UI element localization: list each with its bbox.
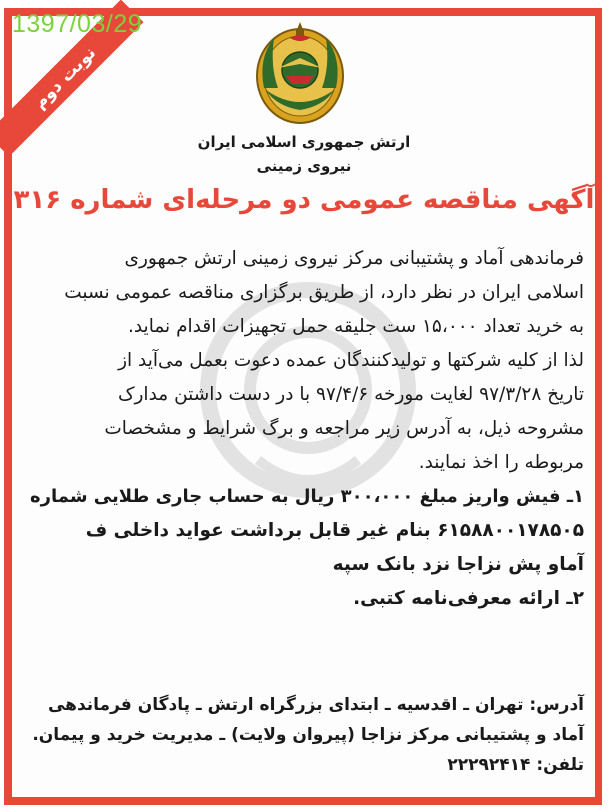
army-emblem-icon	[252, 18, 348, 128]
contact-address	[22, 690, 584, 780]
body-line: لذا از کلیه شرکتها و تولیدکنندگان عمده دعوت بعمل می‌آید از	[118, 350, 584, 371]
requirement-line: آماو پش نزاجا نزد بانک سپه	[332, 554, 584, 575]
body-line: فرماندهی آماد و پشتیبانی مرکز نیروی زمینی ارتش جمهوری	[124, 248, 584, 269]
requirement-line: ۲ـ ارائه معرفی‌نامه کتبی.	[353, 588, 584, 609]
body-line: اسلامی ایران در نظر دارد، از طریق برگزاری مناقصه عمومی نسبت	[64, 282, 584, 303]
body-line: به خرید تعداد ۱۵،۰۰۰ ست جلیقه حمل تجهیزات اقدام نماید.	[127, 316, 584, 337]
notice-body	[22, 242, 584, 616]
address-line: آدرس: تهران ـ اقدسیه ـ ابتدای بزرگراه ارتش ـ پادگان فرماندهی	[47, 695, 584, 715]
requirement-line: ۱ـ فیش واریز مبلغ ۳۰۰،۰۰۰ ریال به حساب جاری طلایی شماره	[30, 486, 584, 507]
phone-line: تلفن: ۲۲۲۹۲۴۱۴	[447, 755, 584, 775]
body-line: مشروحه ذیل، به آدرس زیر مراجعه و برگ شرایط و مشخصات	[104, 418, 584, 439]
address-line: آماد و پشتیبانی مرکز نزاجا (پیروان ولایت) ـ مدیریت خرید و پیمان.	[32, 725, 584, 745]
organization-branch: نیروی زمینی	[256, 157, 352, 175]
requirement-line: ۶۱۵۸۸۰۰۱۷۸۵۰۵ بنام غیر قابل برداشت عواید داخلی ف	[85, 520, 584, 541]
body-line: تاریخ ۹۷/۳/۲۸ لغایت مورخه ۹۷/۴/۶ با در دست داشتن مدارک	[117, 384, 584, 405]
body-line: مربوطه را اخذ نمایند.	[418, 452, 584, 473]
organization-name: ارتش جمهوری اسلامی ایران	[197, 133, 411, 151]
corner-ribbon: نوبت دوم	[0, 0, 143, 156]
date-stamp: 1397/03/29	[12, 10, 143, 38]
notice-headline: آگهی مناقصه عمومی دو مرحله‌ای شماره ۳۱۶	[13, 185, 595, 215]
